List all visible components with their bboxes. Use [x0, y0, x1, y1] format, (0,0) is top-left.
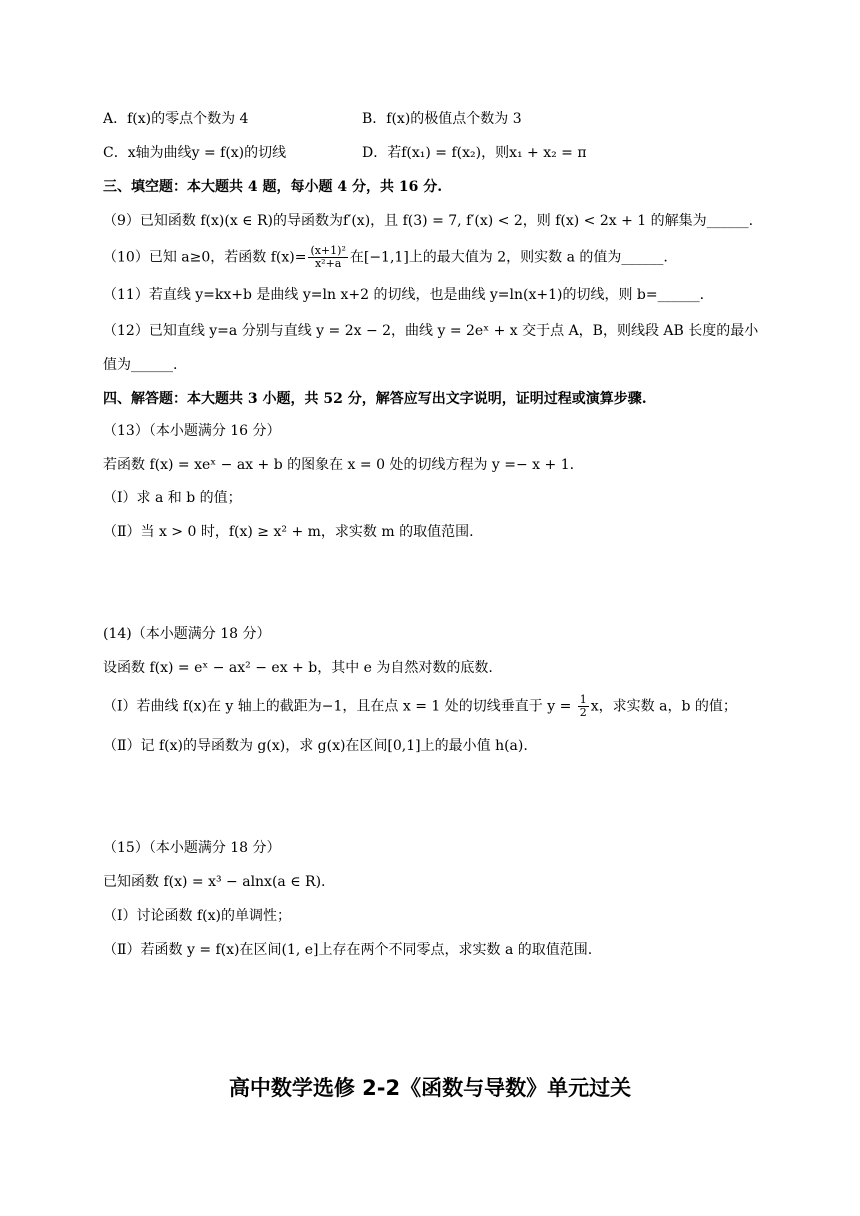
question-12-line1: （12）已知直线 y=a 分别与直线 y = 2x − 2，曲线 y = 2eˣ + x 交于点 A，B，则线段 AB 长度的最小 — [103, 323, 759, 339]
q14-part1-after: x，求实数 a，b 的值； — [590, 698, 737, 715]
section4-heading: 四、解答题：本大题共 3 小题，共 52 分，解答应写出文字说明，证明过程或演算步骤. — [103, 391, 647, 407]
question-11: （11）若直线 y=kx+b 是曲线 y=ln x+2 的切线，也是曲线 y=ln(x+1)的切线，则 b=______. — [103, 287, 705, 303]
q15-title: （15）（本小题满分 18 分） — [103, 840, 281, 856]
q13-part1: （Ⅰ）求 a 和 b 的值； — [103, 490, 242, 506]
q15-stem: 已知函数 f(x) = x³ − alnx(a ∈ R). — [103, 874, 326, 890]
q15-part2: （Ⅱ）若函数 y = f(x)在区间(1, e]上存在两个不同零点，求实数 a 的取值范围. — [103, 942, 593, 958]
q10-before: （10）已知 a≥0，若函数 f(x)= — [103, 249, 307, 266]
q10-after: 在[−1,1]上的最大值为 2，则实数 a 的值为______. — [349, 249, 668, 266]
q15-part1: （Ⅰ）讨论函数 f(x)的单调性； — [103, 908, 291, 924]
option-d: D．若f(x₁) = f(x₂)，则x₁ + x₂ = π — [362, 145, 587, 161]
q10-fraction — [308, 245, 347, 270]
q14-denominator: 2 — [579, 706, 587, 719]
option-a: A．f(x)的零点个数为 4 — [103, 111, 249, 127]
q14-numerator: 1 — [579, 693, 587, 706]
q13-title: （13）（本小题满分 16 分） — [103, 423, 281, 439]
q14-stem: 设函数 f(x) = eˣ − ax² − ex + b，其中 e 为自然对数的底数. — [103, 660, 493, 676]
question-9: （9）已知函数 f(x)(x ∈ R)的导函数为f′(x)，且 f(3) = 7, f′(x) < 2，则 f(x) < 2x + 1 的解集为______. — [103, 213, 754, 229]
q13-stem: 若函数 f(x) = xeˣ − ax + b 的图象在 x = 0 处的切线方程为 y =− x + 1. — [103, 457, 575, 473]
q14-part2: （Ⅱ）记 f(x)的导函数为 g(x)，求 g(x)在区间[0,1]上的最小值 h(a). — [103, 738, 528, 754]
section3-heading: 三、填空题：本大题共 4 题，每小题 4 分，共 16 分. — [103, 179, 443, 195]
q10-denominator: x²+a — [314, 257, 342, 270]
footer-title: 高中数学选修 2-2《函数与导数》单元过关 — [228, 1076, 632, 1100]
option-c: C．x轴为曲线y = f(x)的切线 — [103, 145, 287, 161]
q14-part1-before: （Ⅰ）若曲线 f(x)在 y 轴上的截距为−1，且在点 x = 1 处的切线垂直于 y = — [103, 698, 576, 715]
q14-part1 — [103, 694, 737, 719]
q13-part2: （Ⅱ）当 x > 0 时，f(x) ≥ x² + m，求实数 m 的取值范围. — [103, 524, 474, 540]
q14-title: (14)（本小题满分 18 分） — [103, 626, 271, 642]
q10-numerator: (x+1)² — [310, 244, 346, 257]
option-b: B．f(x)的极值点个数为 3 — [362, 111, 522, 127]
question-10 — [103, 245, 668, 270]
q14-fraction — [578, 694, 589, 719]
question-12-line2: 值为______. — [103, 357, 178, 373]
